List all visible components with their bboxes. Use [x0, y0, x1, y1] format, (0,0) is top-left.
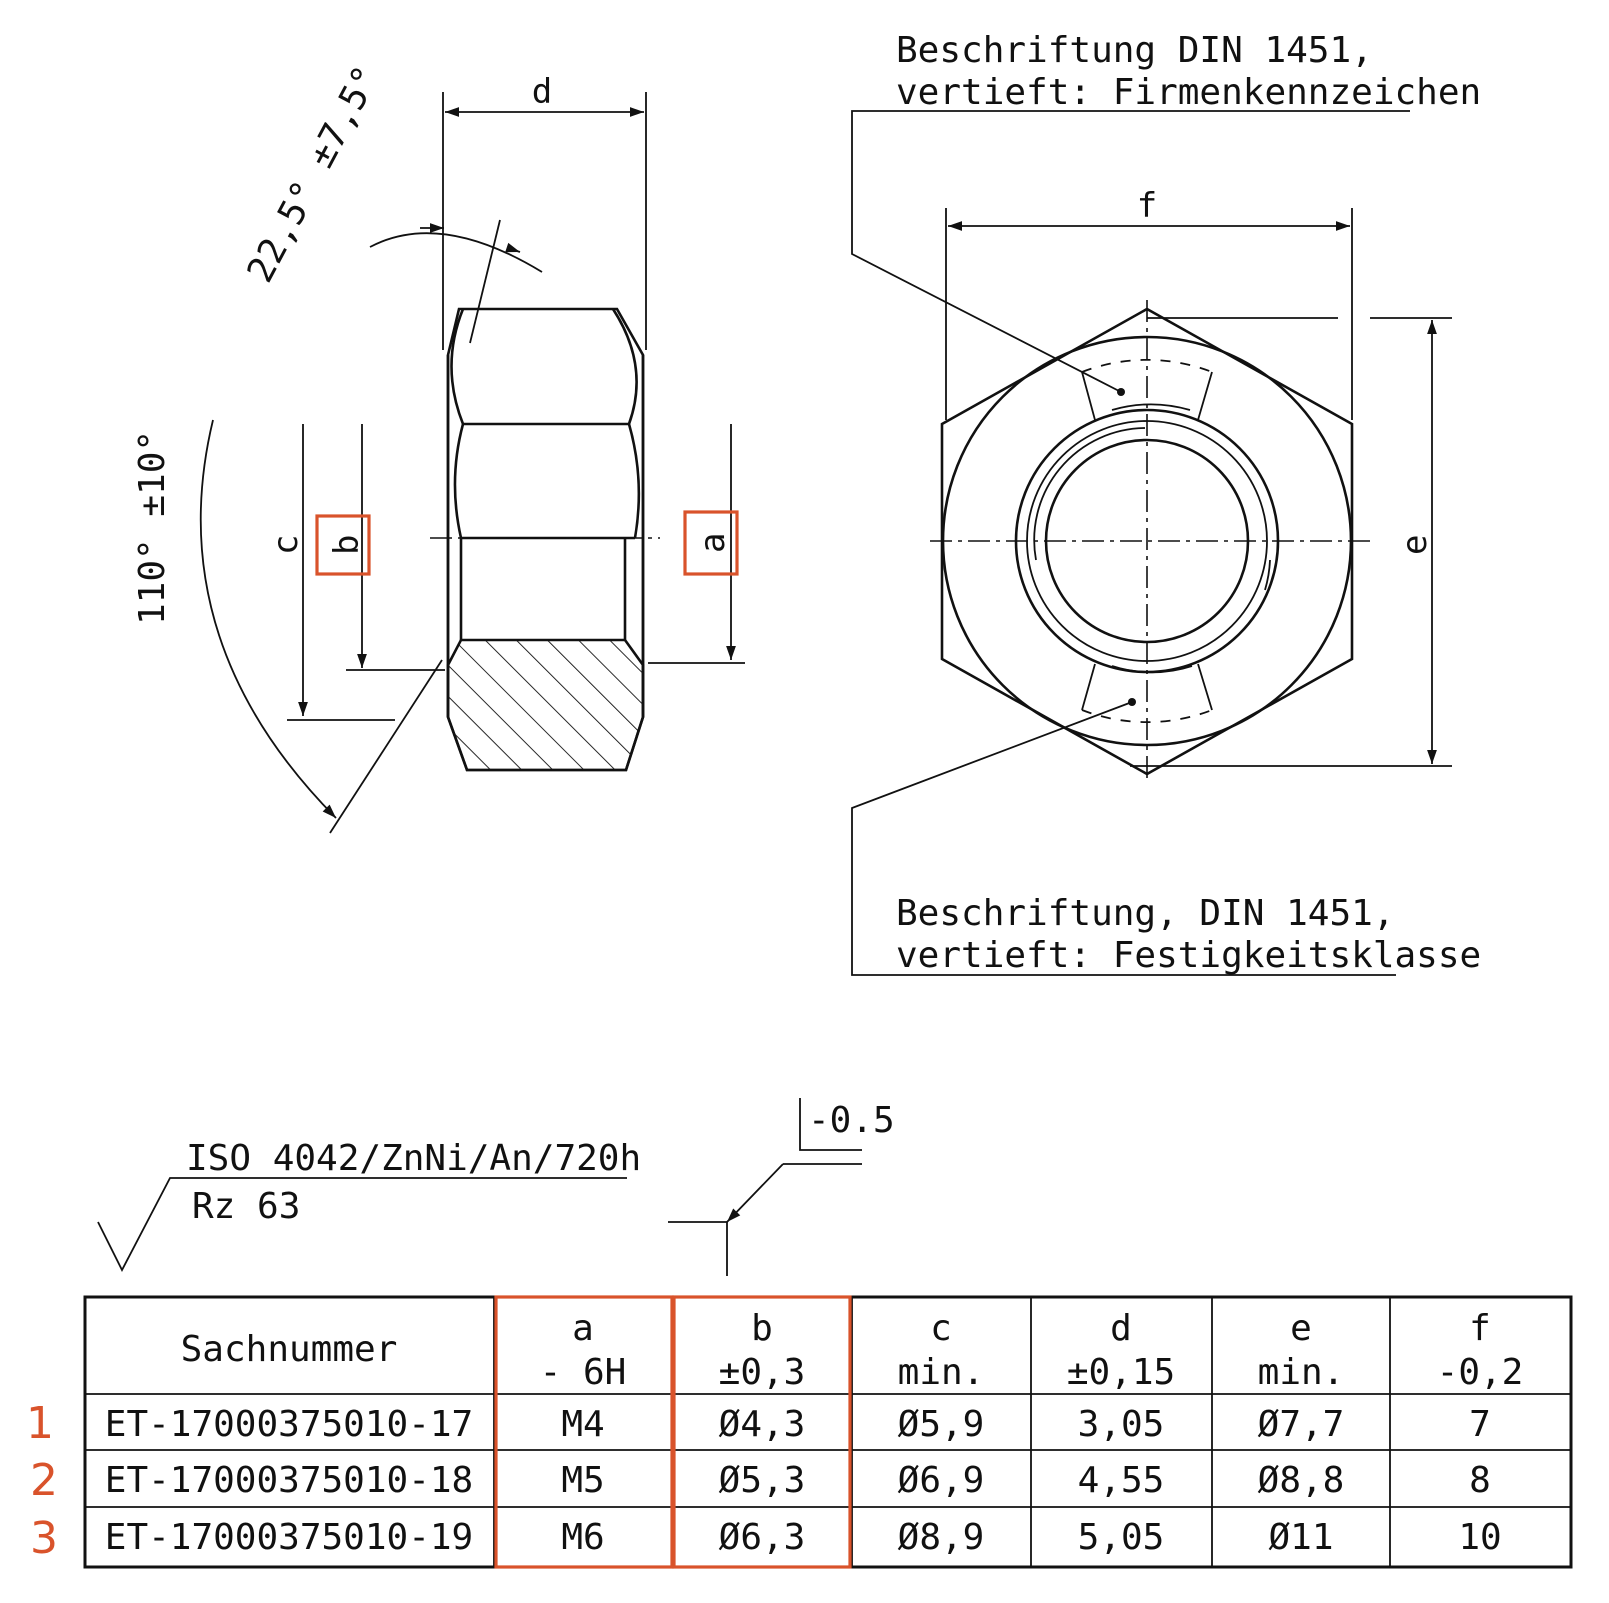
row2-b: Ø5,3 [718, 1460, 806, 1501]
header-d-top: d [1110, 1308, 1132, 1349]
header-b-top: b [751, 1308, 773, 1349]
row3-d: 5,05 [1077, 1517, 1165, 1558]
dim-countersink-angle: 110° ±10° [132, 429, 173, 625]
weld-tolerance: -0.5 [808, 1100, 895, 1141]
row1-b: Ø4,3 [718, 1404, 806, 1445]
dimension-table [26, 1297, 1571, 1567]
row1-a: M4 [561, 1404, 605, 1445]
row3-sachnummer: ET-17000375010-19 [104, 1517, 474, 1558]
dim-chamfer-angle: 22,5° ±7,5° [239, 59, 388, 290]
header-c-top: c [930, 1308, 952, 1349]
dim-a-label: a [693, 532, 733, 553]
row2-e: Ø8,8 [1257, 1460, 1345, 1501]
row1-d: 3,05 [1077, 1404, 1165, 1445]
callout-top-line2: vertieft: Firmenkennzeichen [896, 72, 1482, 113]
top-view [852, 30, 1481, 976]
dim-f-label: f [1136, 186, 1158, 226]
row3-f: 10 [1458, 1517, 1502, 1558]
surface-symbol [98, 1138, 641, 1270]
dim-e-label: e [1395, 534, 1435, 555]
header-b-bottom: ±0,3 [718, 1352, 806, 1393]
callout-bottom-line1: Beschriftung, DIN 1451, [896, 893, 1395, 934]
header-c-bottom: min. [897, 1352, 985, 1393]
dim-d-label: d [531, 72, 553, 112]
row1-sachnummer: ET-17000375010-17 [104, 1404, 474, 1445]
row-number-3: 3 [30, 1513, 58, 1564]
dim-b-label: b [327, 534, 367, 555]
header-a-bottom: - 6H [539, 1352, 627, 1393]
weld-symbol [668, 1098, 895, 1276]
surface-treatment: ISO 4042/ZnNi/An/720h [186, 1138, 642, 1179]
side-view [132, 59, 745, 833]
row1-c: Ø5,9 [897, 1404, 985, 1445]
row2-d: 4,55 [1077, 1460, 1165, 1501]
row1-f: 7 [1469, 1404, 1491, 1445]
header-e-bottom: min. [1257, 1352, 1345, 1393]
callout-top-line1: Beschriftung DIN 1451, [896, 30, 1373, 71]
section-hatch [448, 640, 643, 770]
row-number-1: 1 [26, 1398, 54, 1449]
header-f-top: f [1469, 1308, 1491, 1349]
row3-e: Ø11 [1268, 1517, 1334, 1558]
dim-c-label: c [266, 534, 306, 555]
row3-b: Ø6,3 [718, 1517, 806, 1558]
row3-c: Ø8,9 [897, 1517, 985, 1558]
row2-a: M5 [561, 1460, 605, 1501]
row2-c: Ø6,9 [897, 1460, 985, 1501]
header-e-top: e [1290, 1308, 1312, 1349]
row-number-2: 2 [30, 1455, 58, 1506]
header-f-bottom: -0,2 [1436, 1352, 1524, 1393]
row1-e: Ø7,7 [1257, 1404, 1345, 1445]
surface-roughness: Rz 63 [192, 1186, 301, 1227]
header-sachnummer: Sachnummer [180, 1329, 398, 1370]
header-d-bottom: ±0,15 [1066, 1352, 1176, 1393]
row2-sachnummer: ET-17000375010-18 [104, 1460, 474, 1501]
row2-f: 8 [1469, 1460, 1491, 1501]
callout-bottom-line2: vertieft: Festigkeitsklasse [896, 935, 1482, 976]
header-a-top: a [572, 1308, 594, 1349]
row3-a: M6 [561, 1517, 605, 1558]
callout-top-leader [852, 111, 1410, 392]
